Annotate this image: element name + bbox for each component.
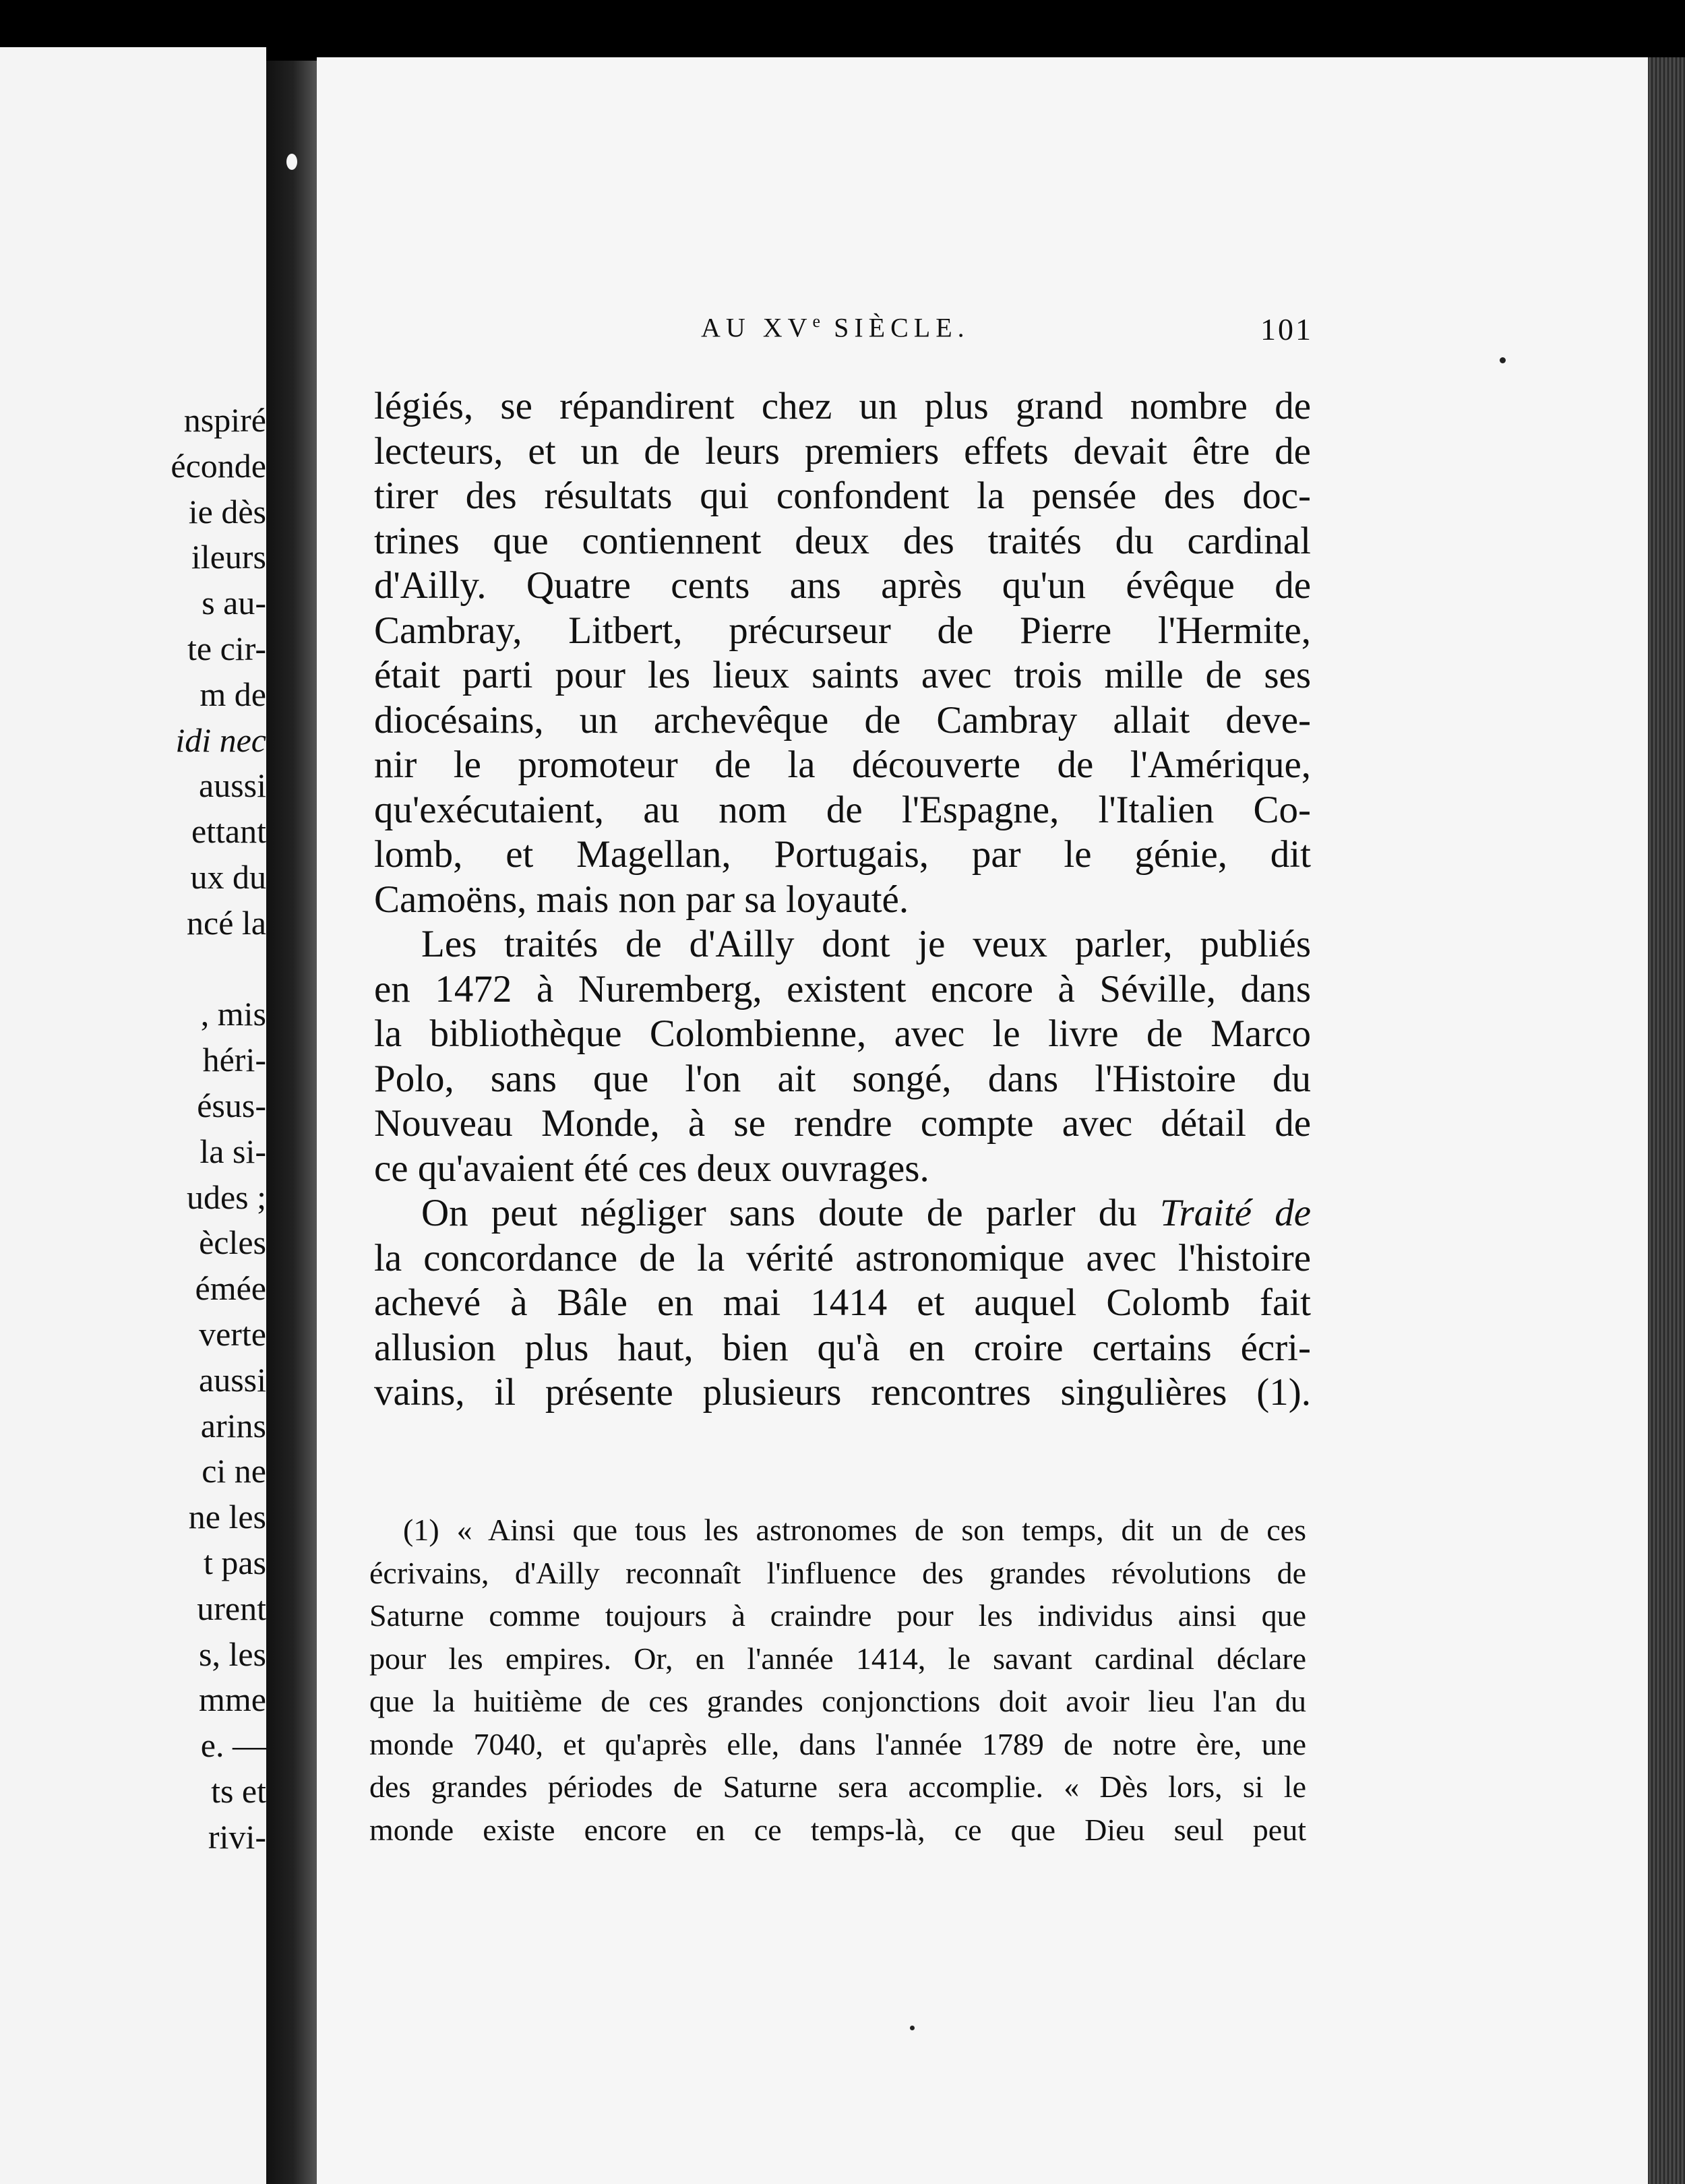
body-line-text: On peut négliger sans doute de parler du (421, 1192, 1137, 1234)
left-page-line: ne les (188, 1498, 266, 1536)
italic-title-line: la concordance de la vérité astronomique avec l'histoire (374, 1236, 1311, 1279)
left-page-line: verte (199, 1315, 266, 1353)
left-page-line: ettant (191, 812, 266, 851)
left-page-line: ècles (199, 1223, 266, 1262)
left-page-line: ux du (190, 858, 266, 896)
left-page-line: , mis (200, 995, 266, 1033)
body-line: d'Ailly. Quatre cents ans après qu'un évêque de (374, 564, 1311, 607)
body-line: achevé à Bâle en mai 1414 et auquel Colomb fait (374, 1281, 1311, 1324)
left-page-line: ci ne (202, 1452, 266, 1490)
left-page-line: éconde (171, 446, 266, 485)
left-page-line: ie dès (188, 492, 266, 530)
body-line: Camoëns, mais non par sa loyauté. (374, 878, 909, 921)
footnote-line: monde existe encore en ce temps-là, ce que Dieu seul peut (369, 1812, 1306, 1847)
body-line: vains, il présente plusieurs rencontres singulières (1). (374, 1371, 1311, 1414)
left-page-line: m de (200, 675, 266, 713)
left-page-line: ncé la (187, 903, 266, 942)
left-page-line: t pas (203, 1544, 266, 1581)
left-page-line: s au- (202, 584, 266, 622)
left-page-line: te cir- (187, 630, 266, 667)
footnote (369, 1509, 1306, 1851)
left-page-line: ileurs (191, 538, 266, 576)
left-page-line: e. — (200, 1726, 266, 1765)
body-line: Nouveau Monde, à se rendre compte avec détail de (374, 1102, 1311, 1145)
footnote-line: Saturne comme toujours à craindre pour les individus ainsi que (369, 1598, 1306, 1633)
body-line: diocésains, un archevêque de Cambray allait deve- (374, 698, 1311, 741)
left-page-line: rivi- (208, 1817, 266, 1856)
left-page-line: nspiré (183, 401, 266, 439)
left-page-line: ésus- (197, 1087, 266, 1124)
body-line: la bibliothèque Colombienne, avec le livre de Marco (374, 1012, 1311, 1055)
body-line: en 1472 à Nuremberg, existent encore à Séville, dans (374, 967, 1311, 1010)
body-line: trines que contiennent deux des traités du cardinal (374, 519, 1311, 562)
body-line (374, 1191, 1311, 1236)
page-edge (1648, 57, 1685, 2184)
body-line: était parti pour les lieux saints avec trois mille de ses (374, 654, 1311, 696)
scan-speck (910, 2026, 915, 2030)
footnote-line: que la huitième de ces grandes conjonctions doit avoir lieu l'an du (369, 1684, 1306, 1718)
body-line: qu'exécutaient, au nom de l'Espagne, l'Italien Co- (374, 788, 1311, 831)
body-line: lomb, et Magellan, Portugais, par le génie, dit (374, 833, 1311, 876)
italic-title: Traité de (1159, 1192, 1312, 1234)
left-page-line: mme (199, 1680, 266, 1719)
left-page-line: idi nec (175, 721, 266, 759)
left-page-line: aussi (199, 1360, 266, 1399)
body-text (374, 384, 1311, 1416)
left-page-line: héri- (202, 1041, 266, 1079)
left-page-line: arins (200, 1406, 266, 1445)
footnote-line: (1) « Ainsi que tous les astronomes de son temps, dit un de ces (403, 1513, 1306, 1547)
footnote-line: écrivains, d'Ailly reconnaît l'influence des grandes révolutions de (369, 1555, 1306, 1590)
footnote-line: pour les empires. Or, en l'année 1414, le savant cardinal déclare (369, 1641, 1306, 1676)
left-page-line: émée (195, 1269, 266, 1308)
footnote-line: monde 7040, et qu'après elle, dans l'année 1789 de notre ère, une (369, 1726, 1306, 1761)
left-page-line: la si- (200, 1132, 266, 1170)
body-line: allusion plus haut, bien qu'à en croire certains écri- (374, 1326, 1311, 1369)
left-page-line: aussi (199, 766, 266, 805)
body-line: tirer des résultats qui confondent la pensée des doc- (374, 475, 1311, 517)
left-page-fragment (0, 47, 266, 2184)
body-line: ce qu'avaient été ces deux ouvrages. (374, 1147, 929, 1190)
body-line: Cambray, Litbert, précurseur de Pierre l'Hermite, (374, 609, 1311, 652)
left-page-line: udes ; (186, 1178, 266, 1216)
running-head: AU XVe SIÈCLE. (701, 311, 970, 343)
page-number: 101 (1260, 312, 1313, 346)
scan-speck (1500, 357, 1506, 363)
left-page-line: ts et (211, 1772, 266, 1810)
body-line: lecteurs, et un de leurs premiers effets devait être de (374, 429, 1311, 473)
body-line: Les traités de d'Ailly dont je veux parler, publiés (421, 923, 1311, 965)
footnote-line: des grandes périodes de Saturne sera accomplie. « Dès lors, si le (369, 1769, 1306, 1804)
scan-speck (286, 154, 297, 170)
body-line: légiés, se répandirent chez un plus grand nombre de (374, 385, 1311, 427)
body-line: Polo, sans que l'on ait songé, dans l'Histoire du (374, 1057, 1311, 1100)
body-line: nir le promoteur de la découverte de l'Amérique, (374, 744, 1311, 786)
left-page-line: s, les (199, 1635, 266, 1673)
left-page-line: urent (197, 1589, 266, 1627)
